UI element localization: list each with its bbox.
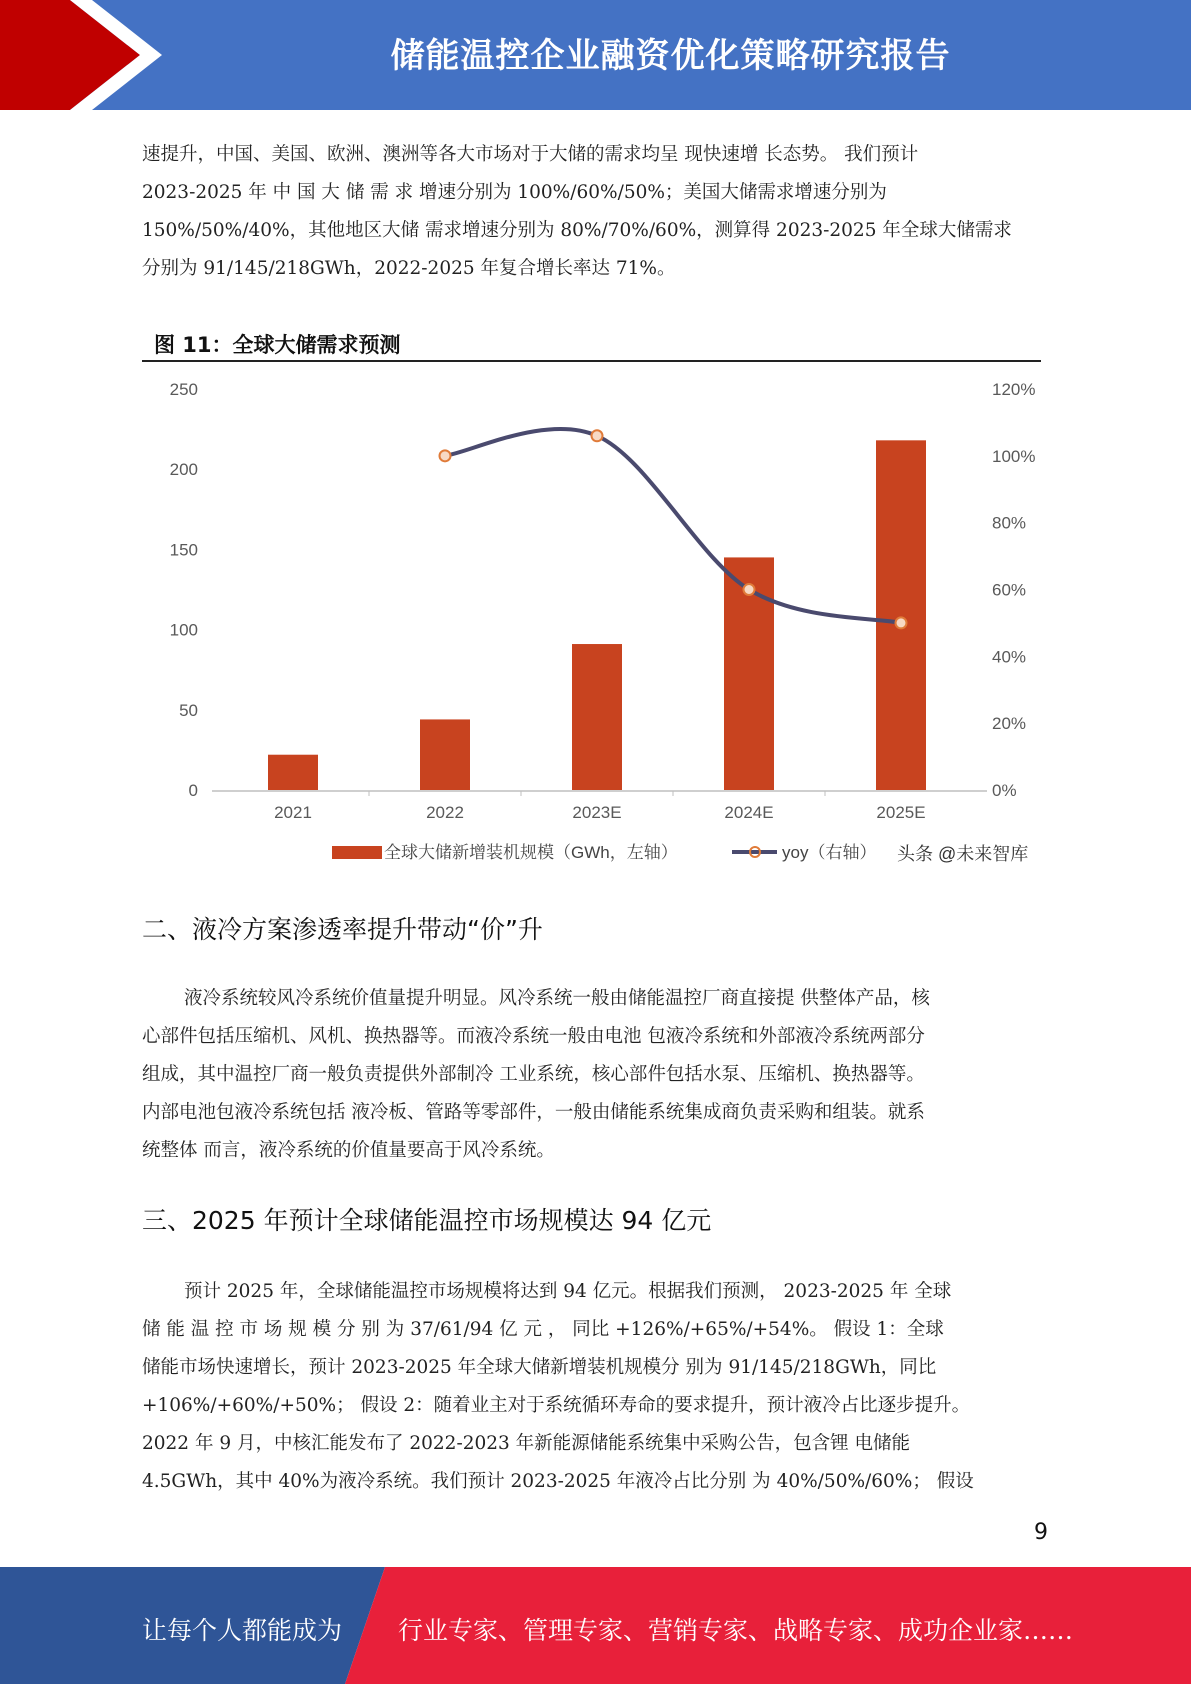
paragraph-line: 组成，其中温控厂商一般负责提供外部制冷 工业系统，核心部件包括水泵、压缩机、换热器等。 [142, 1064, 925, 1085]
demand-forecast-chart [142, 362, 1042, 867]
paragraph-line: 液冷系统较风冷系统价值量提升明显。风冷系统一般由储能温控厂商直接提 供整体产品，核 [184, 988, 930, 1009]
paragraph-line: 2023-2025 年 中 国 大 储 需 求 增速分别为 100%/60%/50%；美国大储需求增速分别为 [142, 182, 887, 203]
y-right-tick-label: 0% [992, 781, 1017, 800]
bar [420, 719, 470, 790]
paragraph-line: 2022 年 9 月，中核汇能发布了 2022-2023 年新能源储能系统集中采购公告，包含锂 电储能 [142, 1433, 911, 1454]
paragraph-line: 150%/50%/40%，其他地区大储 需求增速分别为 80%/70%/60%，测算得 2023-2025 年全球大储需求 [142, 220, 1012, 241]
y-left-tick-label: 50 [179, 700, 198, 720]
paragraph-line: +106%/+60%/+50%； 假设 2：随着业主对于系统循环寿命的要求提升，预计液冷占比逐步提升。 [142, 1395, 971, 1416]
x-tick-label: 2022 [426, 803, 464, 822]
y-right-tick-label: 40% [992, 647, 1027, 667]
yoy-point [592, 430, 603, 441]
y-left-tick-label: 200 [169, 460, 198, 480]
paragraph-line: 预计 2025 年，全球储能温控市场规模将达到 94 亿元。根据我们预测， 2023-2025 年 全球 [184, 1281, 952, 1302]
paragraph-line: 速提升，中国、美国、欧洲、澳洲等各大市场对于大储的需求均呈 现快速增 长态势。 我们预计 [142, 144, 919, 165]
watermark: 头条 @未来智库 [897, 844, 1029, 864]
paragraph-line: 内部电池包液冷系统包括 液冷板、管路等零部件，一般由储能系统集成商负责采购和组装。就系 [142, 1102, 925, 1123]
x-tick-label: 2025E [876, 803, 926, 822]
y-left-tick-label: 0 [188, 781, 198, 800]
y-left-tick-label: 250 [169, 380, 198, 399]
yoy-line [445, 429, 901, 623]
x-tick-label: 2021 [274, 803, 312, 822]
paragraph-line: 4.5GWh，其中 40%为液冷系统。我们预计 2023-2025 年液冷占比分别 为 40%/50%/60%； 假设 [142, 1471, 974, 1492]
paragraph-line: 分别为 91/145/218GWh，2022-2025 年复合增长率达 71%。 [142, 258, 676, 279]
report-title: 储能温控企业融资优化策略研究报告 [390, 36, 951, 76]
intro-paragraph [142, 136, 1047, 288]
page-number: 9 [1034, 1520, 1048, 1545]
figure-title: 图 11：全球大储需求预测 [154, 333, 401, 357]
bar [572, 644, 622, 790]
bar [268, 755, 318, 790]
section-3-paragraph [142, 1273, 1047, 1501]
paragraph-line: 心部件包括压缩机、风机、换热器等。而液冷系统一般由电池 包液冷系统和外部液冷系统两部分 [142, 1026, 925, 1047]
section-2-paragraph [142, 980, 1047, 1170]
legend-label-line: yoy（右轴） [782, 843, 877, 862]
legend-label-bar: 全球大储新增装机规模（GWh，左轴） [384, 843, 678, 862]
x-tick-label: 2024E [724, 803, 774, 822]
x-tick-label: 2023E [572, 803, 622, 822]
y-left-tick-label: 150 [169, 540, 198, 560]
bar [876, 440, 926, 790]
paragraph-line: 统整体 而言，液冷系统的价值量要高于风冷系统。 [142, 1140, 555, 1161]
y-right-tick-label: 100% [992, 446, 1036, 466]
y-right-tick-label: 80% [992, 513, 1027, 533]
y-right-tick-label: 20% [992, 714, 1027, 734]
legend-swatch-bar [332, 846, 382, 859]
footer-slogan: 让每个人都能成为 [142, 1616, 343, 1645]
paragraph-line: 储 能 温 控 市 场 规 模 分 别 为 37/61/94 亿 元 ， 同比 +126%/+65%/+54%。 假设 1：全球 [142, 1319, 944, 1340]
footer-roles: 行业专家、管理专家、营销专家、战略专家、成功企业家…… [398, 1616, 1074, 1645]
y-right-tick-label: 120% [992, 380, 1036, 399]
section-heading-2: 二、液冷方案渗透率提升带动“价”升 [142, 915, 543, 944]
y-right-tick-label: 60% [992, 580, 1027, 600]
yoy-point [896, 617, 907, 628]
y-left-tick-label: 100 [169, 620, 198, 640]
yoy-point [744, 584, 755, 595]
yoy-point [440, 450, 451, 461]
section-heading-3: 三、2025 年预计全球储能温控市场规模达 94 亿元 [142, 1206, 712, 1235]
paragraph-line: 储能市场快速增长，预计 2023-2025 年全球大储新增装机规模分 别为 91/145/218GWh，同比 [142, 1357, 937, 1378]
footer-banner [0, 1567, 1191, 1684]
header-bar [0, 0, 1191, 110]
